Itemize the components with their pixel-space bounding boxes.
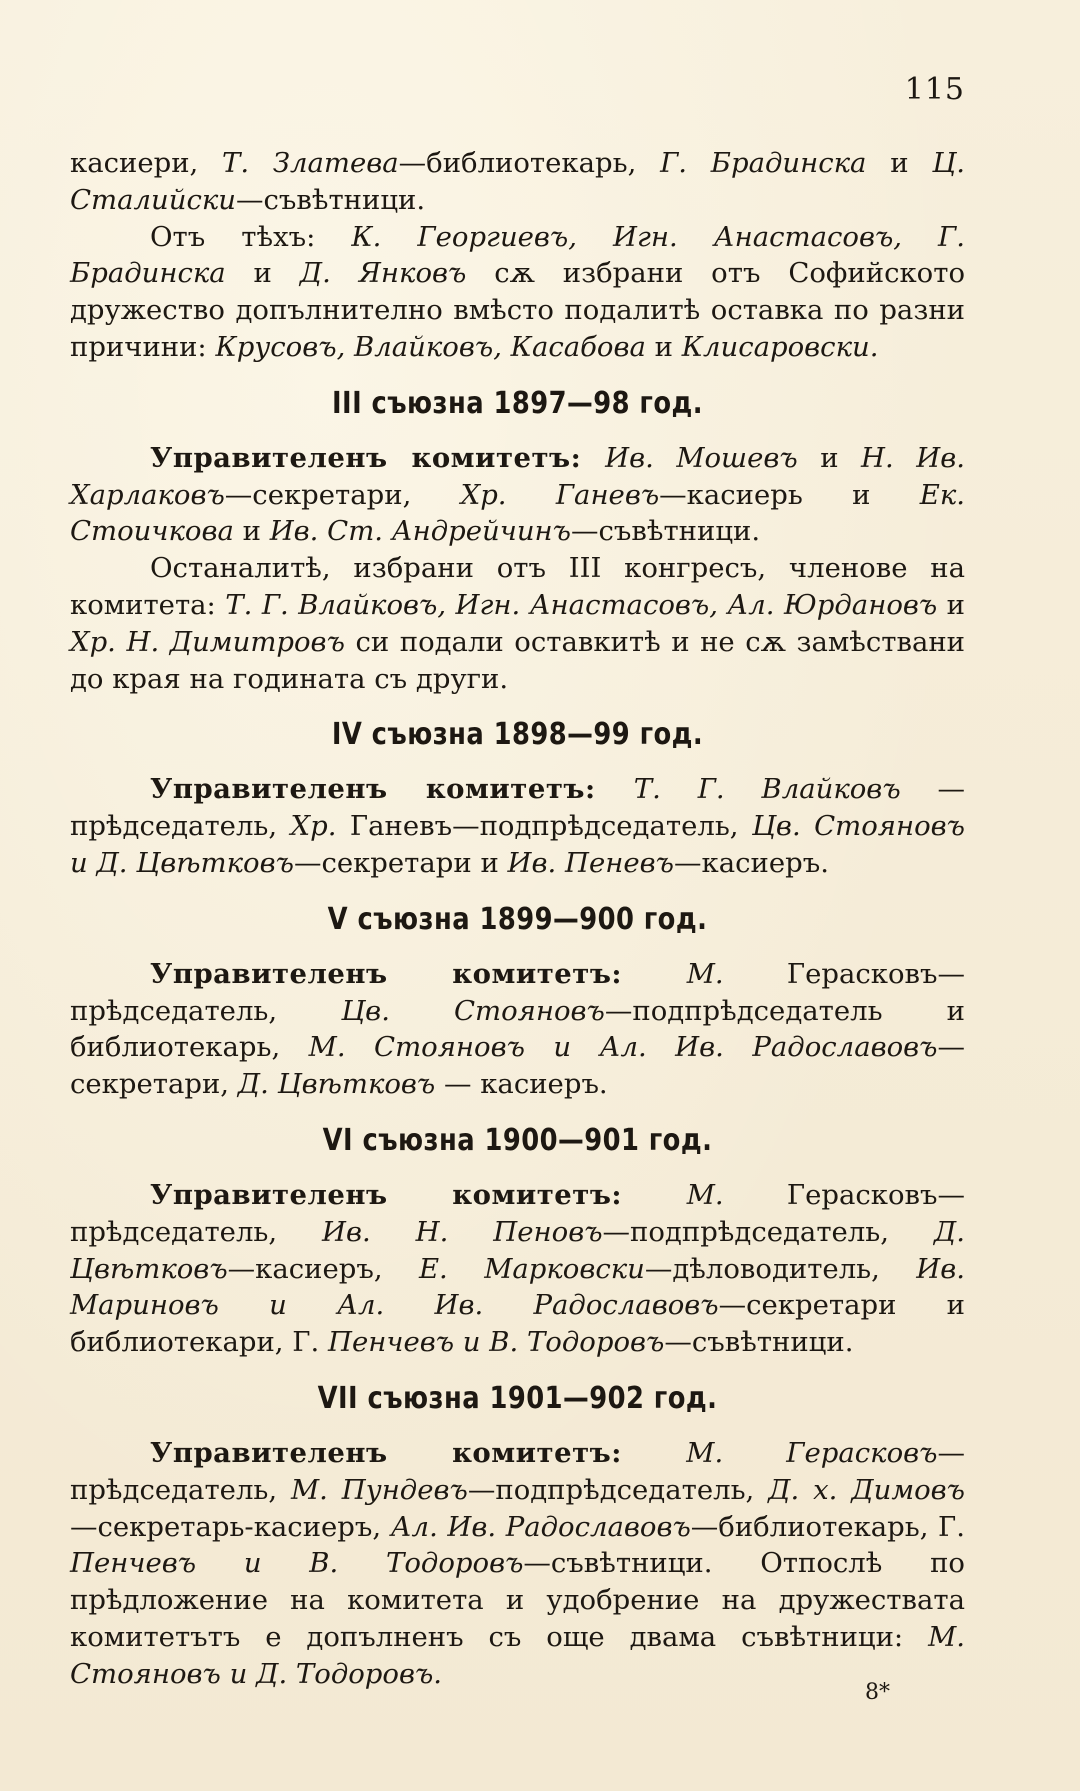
section-heading-vii: VII съюзна 1901—902 год. — [317, 1380, 718, 1416]
text-run: —подпрѣдседатель, — [467, 1473, 769, 1506]
name-zlateva: Т. Златева — [222, 147, 399, 179]
text-run: касиери, — [70, 147, 223, 179]
text-run: —секретари, — [224, 478, 461, 511]
text-run: и — [645, 330, 682, 363]
names-list: М. Стояновъ и Д. Тодоровъ. — [70, 1620, 965, 1690]
section-vii-paragraph — [70, 1435, 965, 1693]
committee-label: Управителенъ комитетъ: — [150, 773, 634, 806]
section-iii-paragraph-2 — [70, 550, 965, 697]
committee-label: Управителенъ комитетъ: — [150, 957, 687, 990]
name: М. — [686, 1178, 724, 1211]
name: Н. Ив. Харлаковъ — [70, 441, 965, 511]
text-run: и — [866, 147, 933, 179]
names-list: Ив. Мариновъ и Ал. Ив. Радославовъ — [70, 1252, 966, 1322]
text-run: —библиотекарь, Г. — [690, 1510, 965, 1543]
text-run: —съвѣтници. — [235, 183, 426, 216]
name: М. Герасковъ — [686, 1436, 938, 1469]
section-heading-iii: III съюзна 1897—98 год. — [332, 385, 703, 421]
text-run: —съвѣтници. — [664, 1326, 854, 1359]
name-klisarovski: Клисаровски. — [681, 330, 879, 363]
name: Е. Марковски — [418, 1252, 645, 1285]
text-run: —касиеръ, — [227, 1252, 419, 1285]
name: Ив. Мошевъ — [605, 441, 798, 474]
name: Цв. Стояновъ — [341, 994, 605, 1027]
name: Ив. Пеневъ — [507, 846, 674, 879]
section-vi-paragraph — [70, 1177, 965, 1361]
name: Т. Г. Влайковъ — [633, 773, 901, 806]
text-run: —секретарь-касиеръ, — [70, 1510, 391, 1543]
text-run: —съвѣтници. Отпослѣ по прѣдложение на комитета и удобрение на дружествата комитетътъ е допълненъ съ още двама съвѣтници: — [70, 1547, 965, 1653]
name: Хр. — [290, 810, 337, 843]
name: Ал. Ив. Радославовъ — [390, 1510, 691, 1543]
name: М. Пундевъ — [291, 1473, 468, 1506]
text-run: си подали оставкитѣ и не сѫ замѣствани до края на годината съ други. — [70, 625, 966, 695]
section-heading-v: V съюзна 1899—900 год. — [327, 901, 708, 937]
text-run: — прѣдседатель, — [70, 773, 965, 843]
page-number: 115 — [904, 72, 965, 107]
text-run: и — [233, 515, 270, 548]
names-list: Т. Г. Влайковъ, Игн. Анастасовъ, Ал. Юрдановъ — [225, 588, 938, 621]
text-run: Герасковъ—прѣдседатель, — [70, 1178, 965, 1248]
committee-label: Управителенъ комитетъ: — [150, 1178, 687, 1211]
intro-paragraph-2 — [70, 219, 965, 366]
name: Ив. Н. Пеновъ — [322, 1215, 603, 1248]
text-run: —секретари и — [293, 846, 508, 879]
text-run: и — [225, 257, 300, 290]
intro-paragraph-1 — [70, 145, 965, 219]
text-run: Герасковъ— прѣдседатель, — [70, 957, 965, 1027]
names-list: Пенчевъ и В. Тодоровъ — [70, 1547, 524, 1580]
name: Хр. Ганевъ — [460, 478, 660, 511]
name: Д. Цвѣтковъ — [237, 1068, 436, 1101]
text-run: —подпрѣдседатель и библиотекарь, — [70, 994, 965, 1064]
section-heading-iv: IV съюзна 1898—99 год. — [331, 717, 704, 753]
name-stalijski: Ц. Сталийски — [70, 147, 965, 216]
section-iii-paragraph-1 — [70, 440, 965, 550]
names-list: Цв. Стояновъ и Д. Цвѣтковъ — [70, 810, 965, 879]
names-list: М. Стояновъ и Ал. Ив. Радославовъ — [308, 1031, 938, 1064]
name: Д. х. Димовъ — [768, 1473, 966, 1506]
text-run: —съвѣтници. — [570, 515, 761, 548]
text-run: —касиерь и — [659, 478, 920, 511]
name-yankov: Д. Янковъ — [299, 257, 467, 290]
text-run: и — [797, 441, 862, 474]
text-run: Ганевъ—подпрѣдседатель, — [336, 810, 752, 843]
text-run: —библиотекарь, — [398, 147, 661, 179]
name-bradinska: Г. Брадинска — [660, 147, 867, 179]
text-run: сѫ избрани отъ Софийското дружество допълнително вмѣсто подалитѣ оставка по разни причини: — [70, 257, 966, 363]
text-run: и — [937, 588, 965, 621]
text-run: —подпрѣдседатель, — [602, 1215, 934, 1248]
names-list: К. Георгиевъ, Игн. Анастасовъ, Г. Брадинска — [70, 220, 965, 290]
section-heading-vi: VI съюзна 1900—901 год. — [322, 1122, 713, 1158]
text-run: —секретари, — [70, 1031, 965, 1101]
committee-label: Управителенъ комитетъ: — [150, 1436, 687, 1469]
signature-mark: 8* — [865, 1680, 890, 1705]
section-iv-paragraph — [70, 771, 965, 881]
name: Ек. Стоичкова — [70, 478, 965, 548]
page-body — [70, 145, 965, 1693]
section-v-paragraph — [70, 956, 965, 1103]
text-run: Отъ тѣхъ: — [150, 220, 352, 253]
name: М. — [686, 957, 724, 990]
name: Д. Цвѣтковъ — [70, 1215, 965, 1285]
name: Ив. Ст. Андрейчинъ — [269, 515, 571, 548]
names-list: Пенчевъ и В. Тодоровъ — [327, 1326, 665, 1359]
text-run: —касиеръ. — [674, 846, 829, 879]
name: Хр. Н. Димитровъ — [70, 625, 345, 658]
text-run: Останалитѣ, избрани отъ III конгресъ, членове на комитета: — [70, 552, 965, 621]
names-list: Крусовъ, Влайковъ, Касабова — [215, 330, 646, 363]
text-run: —дѣловодитель, — [644, 1252, 917, 1285]
text-run: —секретари и библиотекари, Г. — [70, 1289, 966, 1359]
text-run: —прѣдседатель, — [70, 1436, 965, 1506]
committee-label: Управителенъ комитетъ: — [150, 441, 606, 474]
text-run: — касиеръ. — [435, 1068, 608, 1101]
